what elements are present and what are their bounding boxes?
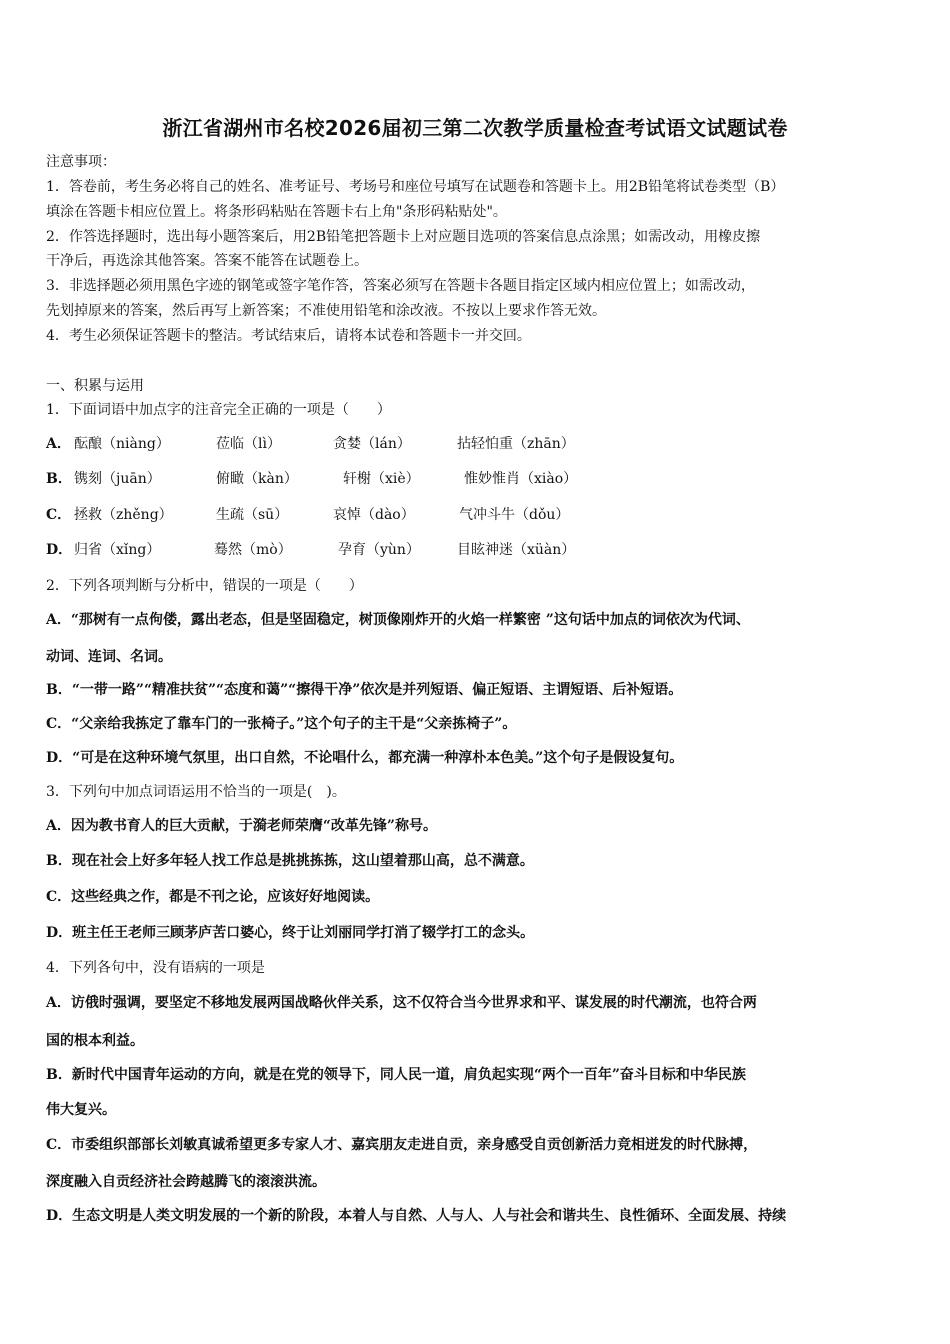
q1-option-a	[46, 434, 906, 454]
pinyin-item: 酝酿（niàng）	[74, 436, 170, 452]
pinyin-item: 生疏（sū）	[216, 507, 289, 523]
option-label: C．	[46, 507, 72, 523]
pinyin-item: 轩榭（xiè）	[343, 471, 420, 487]
q4-option-d: D．生态文明是人类文明发展的一个新的阶段，本着人与自然、人与人、人与社会和谐共生、良性循环、全面发展、持续	[46, 1208, 787, 1224]
notice-line: 4．考生必须保证答题卡的整洁。考试结束后，请将本试卷和答题卡一并交回。	[46, 328, 531, 344]
q3-option-d: D．班主任王老师三顾茅庐苦口婆心，终于让刘丽同学打消了辍学打工的念头。	[46, 925, 535, 941]
q4-option-c-cont: 深度融入自贡经济社会跨越腾飞的滚滚洪流。	[46, 1174, 326, 1190]
question-4-stem: 4．下列各句中，没有语病的一项是	[46, 960, 265, 976]
q4-option-a: A．访俄时强调，要坚定不移地发展两国战略伙伴关系，这不仅符合当今世界求和平、谋发展的时代潮流，也符合两	[46, 995, 757, 1011]
page-title: 浙江省湖州市名校2026届初三第二次教学质量检查考试语文试题试卷	[162, 116, 788, 140]
question-3-stem: 3．下列句中加点词语运用不恰当的一项是( )。	[46, 784, 346, 800]
q2-option-a-cont: 动词、连词、名词。	[46, 649, 172, 665]
q3-option-a: A．因为教书育人的巨大贡献，于漪老师荣膺“改革先锋”称号。	[46, 818, 437, 834]
option-label: D．	[46, 542, 73, 558]
option-label: B．	[46, 471, 72, 487]
notice-line: 干净后，再选涂其他答案。答案不能答在试题卷上。	[46, 253, 368, 269]
pinyin-item: 目眩神迷（xüàn）	[457, 542, 576, 558]
q2-option-d: D．“可是在这种环境气氛里，出口自然，不论唱什么，都充满一种淳朴本色美。”这个句子是假设复句。	[46, 750, 684, 766]
pinyin-item: 镌刻（juān）	[74, 471, 161, 487]
pinyin-item: 惟妙惟肖（xiào）	[464, 471, 578, 487]
q4-option-b-cont: 伟大复兴。	[46, 1102, 116, 1118]
pinyin-item: 莅临（lì）	[216, 436, 281, 452]
pinyin-item: 哀悼（dào）	[333, 507, 415, 523]
question-1-stem: 1．下面词语中加点字的注音完全正确的一项是（ ）	[46, 402, 391, 418]
q2-option-a: A．“那树有一点佝偻，露出老态，但是坚固稳定，树顶像刚炸开的火焰一样繁密 ”这句话中加点的词依次为代词、	[46, 612, 750, 628]
q4-option-b: B．新时代中国青年运动的方向，就是在党的领导下，同人民一道，肩负起实现“两个一百年”奋斗目标和中华民族	[46, 1067, 746, 1083]
notice-line: 填涂在答题卡相应位置上。将条形码粘贴在答题卡右上角"条形码粘贴处"。	[46, 204, 507, 220]
q3-option-c: C．这些经典之作，都是不刊之论，应该好好地阅读。	[46, 889, 380, 905]
notice-line: 1．答卷前，考生务必将自己的姓名、准考证号、考场号和座位号填写在试题卷和答题卡上。用2B铅笔将试卷类型（B）	[46, 179, 785, 195]
pinyin-item: 拈轻怕重（zhān）	[457, 436, 575, 452]
q2-option-c: C．“父亲给我拣定了靠车门的一张椅子。”这个句子的主干是“父亲拣椅子”。	[46, 716, 517, 732]
q4-option-a-cont: 国的根本利益。	[46, 1033, 144, 1049]
pinyin-item: 贪婪（lán）	[333, 436, 411, 452]
notice-heading: 注意事项：	[46, 154, 116, 170]
pinyin-item: 俯瞰（kàn）	[216, 471, 298, 487]
pinyin-item: 气冲斗牛（dǒu）	[459, 507, 570, 523]
q1-option-c	[46, 505, 906, 525]
option-label: A．	[46, 436, 71, 452]
q1-option-b	[46, 469, 906, 489]
pinyin-item: 孕育（yùn）	[338, 542, 420, 558]
notice-line: 2．作答选择题时，选出每小题答案后，用2B铅笔把答题卡上对应题目选项的答案信息点涂黑；如需改动，用橡皮擦	[46, 229, 761, 245]
notice-line: 3．非选择题必须用黑色字迹的钢笔或签字笔作答，答案必须写在答题卡各题目指定区域内相应位置上；如需改动，	[46, 278, 755, 294]
question-2-stem: 2．下列各项判断与分析中，错误的一项是（ ）	[46, 578, 363, 594]
pinyin-item: 拯救（zhěng）	[74, 507, 173, 523]
q1-option-d	[46, 540, 906, 560]
notice-line: 先划掉原来的答案，然后再写上新答案；不准使用铅笔和涂改液。不按以上要求作答无效。	[46, 303, 606, 319]
section-heading: 一、积累与运用	[46, 378, 144, 394]
pinyin-item: 归省（xǐng）	[74, 542, 161, 558]
q3-option-b: B．现在社会上好多年轻人找工作总是挑挑拣拣，这山望着那山高，总不满意。	[46, 853, 534, 869]
pinyin-item: 蓦然（mò）	[214, 542, 292, 558]
q2-option-b: B．“一带一路”“精准扶贫”“态度和蔼”“擦得干净”依次是并列短语、偏正短语、主谓短语、后补短语。	[46, 682, 683, 698]
q4-option-c: C．市委组织部部长刘敏真诚希望更多专家人才、嘉宾朋友走进自贡，亲身感受自贡创新活力竞相迸发的时代脉搏，	[46, 1137, 758, 1153]
